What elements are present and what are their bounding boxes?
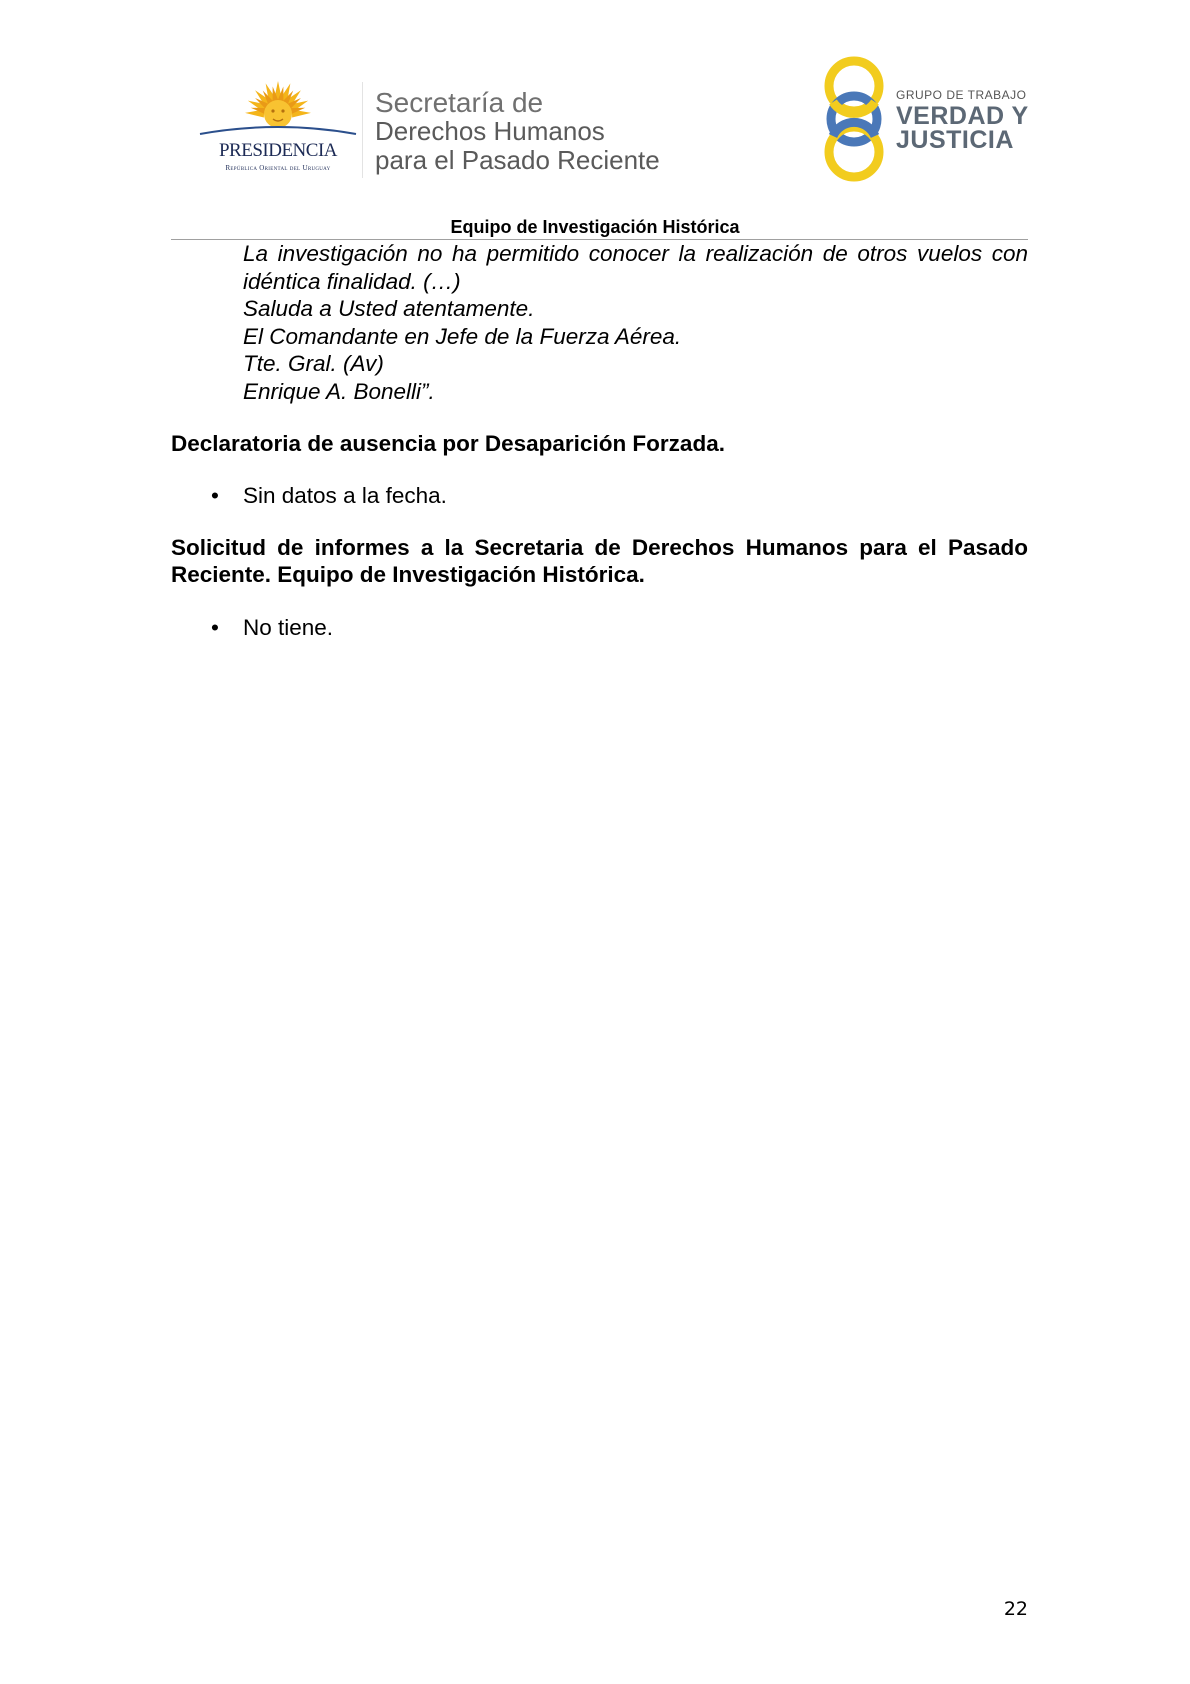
presidencia-logo [198, 80, 358, 180]
document-body [171, 240, 1028, 642]
quote-line: La investigación no ha permitido conocer la realización de otros vuelos con idéntica finalidad. (…) [243, 241, 1028, 294]
secretaria-line-2: Derechos Humanos [375, 116, 605, 146]
section-heading-declaratoria: Declaratoria de ausencia por Desaparición Forzada. [171, 430, 725, 456]
justicia-label: JUSTICIA [896, 126, 1014, 154]
list-item-text: Sin datos a la fecha. [243, 483, 447, 509]
declaratoria-list [171, 482, 1028, 510]
verdad-justicia-logo [820, 56, 1029, 182]
bullet-icon: • [211, 614, 219, 640]
interlocked-rings-icon [820, 56, 892, 182]
quote-line: Saluda a Usted atentamente. [243, 296, 535, 322]
page-header [0, 0, 1190, 250]
secretaria-line-1: Secretaría de [375, 87, 544, 118]
grupo-de-trabajo-label: GRUPO DE TRABAJO [896, 88, 1027, 102]
logo-divider [362, 82, 363, 178]
secretaria-line-3: para el Pasado Reciente [375, 145, 660, 175]
list-item [171, 614, 1028, 642]
presidencia-name: PRESIDENCIA [218, 140, 337, 161]
solicitud-list [171, 614, 1028, 642]
list-item-text: No tiene. [243, 614, 334, 640]
quote-line: Enrique A. Bonelli”. [243, 378, 435, 404]
section-heading-solicitud: Solicitud de informes a la Secretaria de Derechos Humanos para el Pasado Reciente. Equipo de Investigación Histórica. [171, 534, 1028, 588]
verdad-label: VERDAD Y [896, 102, 1029, 130]
secretaria-logo-text [375, 88, 735, 175]
page-number: 22 [1003, 1598, 1028, 1620]
bullet-icon: • [211, 483, 219, 509]
letter-quote [243, 240, 1028, 406]
list-item [171, 482, 1028, 510]
presidencia-subtitle: República Oriental del Uruguay [225, 164, 331, 172]
arc-line-icon [198, 124, 358, 136]
team-title: Equipo de Investigación Histórica [450, 217, 740, 237]
quote-line: Tte. Gral. (Av) [243, 351, 384, 377]
quote-line: El Comandante en Jefe de la Fuerza Aérea. [243, 323, 682, 349]
